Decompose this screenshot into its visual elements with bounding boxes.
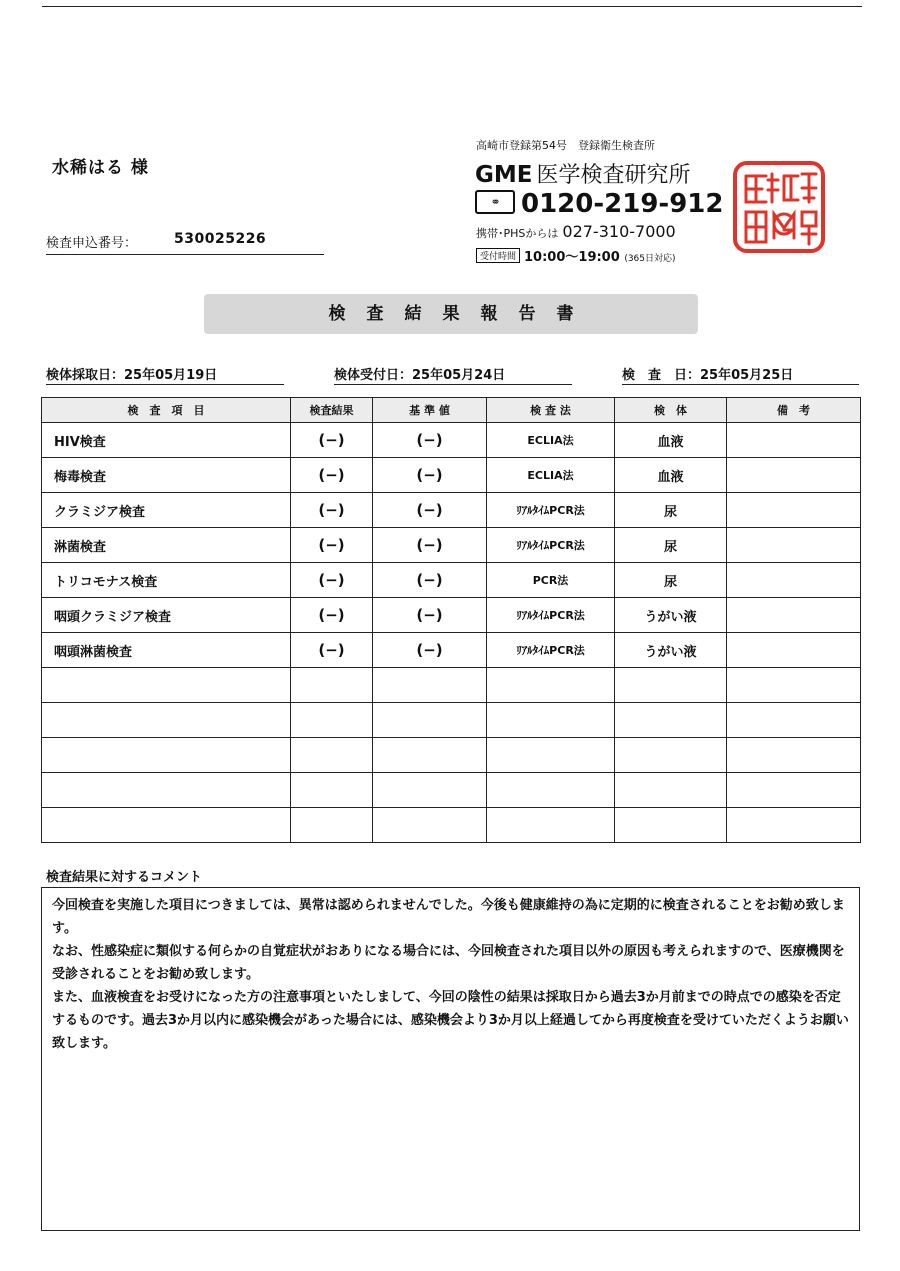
cell-item: トリコモナス検査 bbox=[42, 563, 291, 598]
cell-specimen bbox=[615, 703, 727, 738]
cell-reference: (−) bbox=[373, 423, 487, 458]
table-row bbox=[42, 738, 861, 773]
collection-date: 検体採取日：25年05月19日 bbox=[46, 364, 284, 385]
lab-hours-note: (365日対応) bbox=[624, 254, 676, 264]
table-row bbox=[42, 493, 861, 528]
lab-registration: 高崎市登録第54号 登録衛生検査所 bbox=[476, 139, 655, 152]
header-result: 検査結果 bbox=[291, 398, 373, 423]
cell-result: (−) bbox=[291, 528, 373, 563]
cell-specimen: 血液 bbox=[615, 458, 727, 493]
cell-reference bbox=[373, 738, 487, 773]
lab-mobile-label: 携帯･PHSからは bbox=[476, 227, 559, 240]
cell-method bbox=[487, 773, 615, 808]
cell-result: (−) bbox=[291, 633, 373, 668]
table-row bbox=[42, 808, 861, 843]
cell-result: (−) bbox=[291, 423, 373, 458]
cell-item: 咽頭淋菌検査 bbox=[42, 633, 291, 668]
header-method: 検 査 法 bbox=[487, 398, 615, 423]
application-number-field bbox=[46, 230, 324, 255]
cell-reference: (−) bbox=[373, 598, 487, 633]
results-table bbox=[41, 397, 861, 843]
cell-item: 梅毒検査 bbox=[42, 458, 291, 493]
cell-remarks bbox=[727, 738, 861, 773]
table-row bbox=[42, 563, 861, 598]
cell-result bbox=[291, 668, 373, 703]
cell-method: ECLIA法 bbox=[487, 458, 615, 493]
table-row bbox=[42, 458, 861, 493]
comment-paragraph: 今回検査を実施した項目につきましては、異常は認められませんでした。今後も健康維持の為に定期的に検査されることをお勧め致します。 bbox=[52, 898, 845, 936]
cell-item bbox=[42, 773, 291, 808]
lab-mobile-number: 027-310-7000 bbox=[562, 222, 676, 241]
cell-method: ﾘｱﾙﾀｲﾑPCR法 bbox=[487, 493, 615, 528]
comment-paragraph: また、血液検査をお受けになった方の注意事項といたしまして、今回の陰性の結果は採取日から過去3か月前までの時点での感染を否定するものです。過去3か月以内に感染機会があった場合には、感染機会より3か月以上経過してから再度検査を受けていただくようお願い致します。 bbox=[52, 990, 849, 1051]
cell-remarks bbox=[727, 563, 861, 598]
freedial-icon: ⚭ bbox=[475, 190, 515, 214]
cell-result bbox=[291, 738, 373, 773]
cell-method: ﾘｱﾙﾀｲﾑPCR法 bbox=[487, 528, 615, 563]
cell-result: (−) bbox=[291, 493, 373, 528]
top-rule bbox=[42, 6, 862, 7]
cell-method bbox=[487, 668, 615, 703]
cell-remarks bbox=[727, 703, 861, 738]
table-row bbox=[42, 528, 861, 563]
lab-hours-label: 受付時間 bbox=[476, 248, 520, 263]
header-reference: 基 準 値 bbox=[373, 398, 487, 423]
cell-specimen: 尿 bbox=[615, 563, 727, 598]
cell-result bbox=[291, 703, 373, 738]
header-remarks: 備 考 bbox=[727, 398, 861, 423]
cell-item bbox=[42, 668, 291, 703]
cell-method: ﾘｱﾙﾀｲﾑPCR法 bbox=[487, 633, 615, 668]
cell-item: 咽頭クラミジア検査 bbox=[42, 598, 291, 633]
cell-specimen: 尿 bbox=[615, 493, 727, 528]
cell-remarks bbox=[727, 493, 861, 528]
table-header-row bbox=[42, 398, 861, 423]
cell-item: クラミジア検査 bbox=[42, 493, 291, 528]
table-row bbox=[42, 423, 861, 458]
cell-specimen: 血液 bbox=[615, 423, 727, 458]
cell-result bbox=[291, 773, 373, 808]
header-item: 検 査 項 目 bbox=[42, 398, 291, 423]
table-row bbox=[42, 773, 861, 808]
cell-remarks bbox=[727, 633, 861, 668]
cell-item: 淋菌検査 bbox=[42, 528, 291, 563]
reception-date: 検体受付日：25年05月24日 bbox=[334, 364, 572, 385]
cell-specimen: 尿 bbox=[615, 528, 727, 563]
cell-remarks bbox=[727, 528, 861, 563]
cell-result: (−) bbox=[291, 598, 373, 633]
comment-title: 検査結果に対するコメント bbox=[46, 870, 203, 885]
cell-method: ECLIA法 bbox=[487, 423, 615, 458]
cell-specimen bbox=[615, 738, 727, 773]
lab-name bbox=[475, 158, 691, 189]
application-number-label: 検査申込番号： bbox=[46, 236, 138, 251]
table-row bbox=[42, 703, 861, 738]
cell-remarks bbox=[727, 598, 861, 633]
lab-mobile bbox=[476, 222, 676, 241]
comment-box bbox=[41, 887, 860, 1231]
table-row bbox=[42, 633, 861, 668]
test-date: 検 査 日：25年05月25日 bbox=[622, 364, 859, 385]
header-specimen: 検 体 bbox=[615, 398, 727, 423]
patient-name: 水稀はる 様 bbox=[52, 158, 149, 178]
cell-specimen bbox=[615, 773, 727, 808]
cell-result: (−) bbox=[291, 458, 373, 493]
comment-paragraph: なお、性感染症に類似する何らかの自覚症状がおありになる場合には、今回検査された項目以外の原因も考えられますので、医療機関を受診されることをお勧め致します。 bbox=[52, 944, 845, 982]
cell-reference: (−) bbox=[373, 563, 487, 598]
cell-method: PCR法 bbox=[487, 563, 615, 598]
cell-method bbox=[487, 703, 615, 738]
cell-specimen: うがい液 bbox=[615, 633, 727, 668]
cell-method bbox=[487, 808, 615, 843]
cell-reference bbox=[373, 703, 487, 738]
cell-method bbox=[487, 738, 615, 773]
cell-specimen: うがい液 bbox=[615, 598, 727, 633]
company-seal bbox=[732, 160, 826, 254]
cell-remarks bbox=[727, 668, 861, 703]
lab-hours bbox=[476, 246, 676, 265]
cell-remarks bbox=[727, 808, 861, 843]
lab-name-prefix: GME bbox=[475, 162, 533, 188]
cell-reference: (−) bbox=[373, 458, 487, 493]
cell-remarks bbox=[727, 773, 861, 808]
cell-reference bbox=[373, 808, 487, 843]
cell-result bbox=[291, 808, 373, 843]
cell-reference bbox=[373, 668, 487, 703]
report-title: 検査結果報告書 bbox=[204, 294, 698, 334]
cell-specimen bbox=[615, 808, 727, 843]
cell-item: HIV検査 bbox=[42, 423, 291, 458]
lab-phone-number: 0120-219-912 bbox=[521, 189, 724, 219]
cell-reference: (−) bbox=[373, 633, 487, 668]
lab-phone bbox=[475, 189, 724, 219]
cell-item bbox=[42, 738, 291, 773]
cell-remarks bbox=[727, 423, 861, 458]
cell-item bbox=[42, 808, 291, 843]
cell-reference: (−) bbox=[373, 528, 487, 563]
cell-result: (−) bbox=[291, 563, 373, 598]
application-number-value: 530025226 bbox=[174, 231, 267, 247]
cell-item bbox=[42, 703, 291, 738]
table-row bbox=[42, 598, 861, 633]
cell-remarks bbox=[727, 458, 861, 493]
lab-name-rest: 医学検査研究所 bbox=[536, 163, 691, 188]
lab-hours-value: 10:00〜19:00 bbox=[524, 250, 620, 265]
table-row bbox=[42, 668, 861, 703]
cell-method: ﾘｱﾙﾀｲﾑPCR法 bbox=[487, 598, 615, 633]
cell-reference: (−) bbox=[373, 493, 487, 528]
cell-reference bbox=[373, 773, 487, 808]
cell-specimen bbox=[615, 668, 727, 703]
